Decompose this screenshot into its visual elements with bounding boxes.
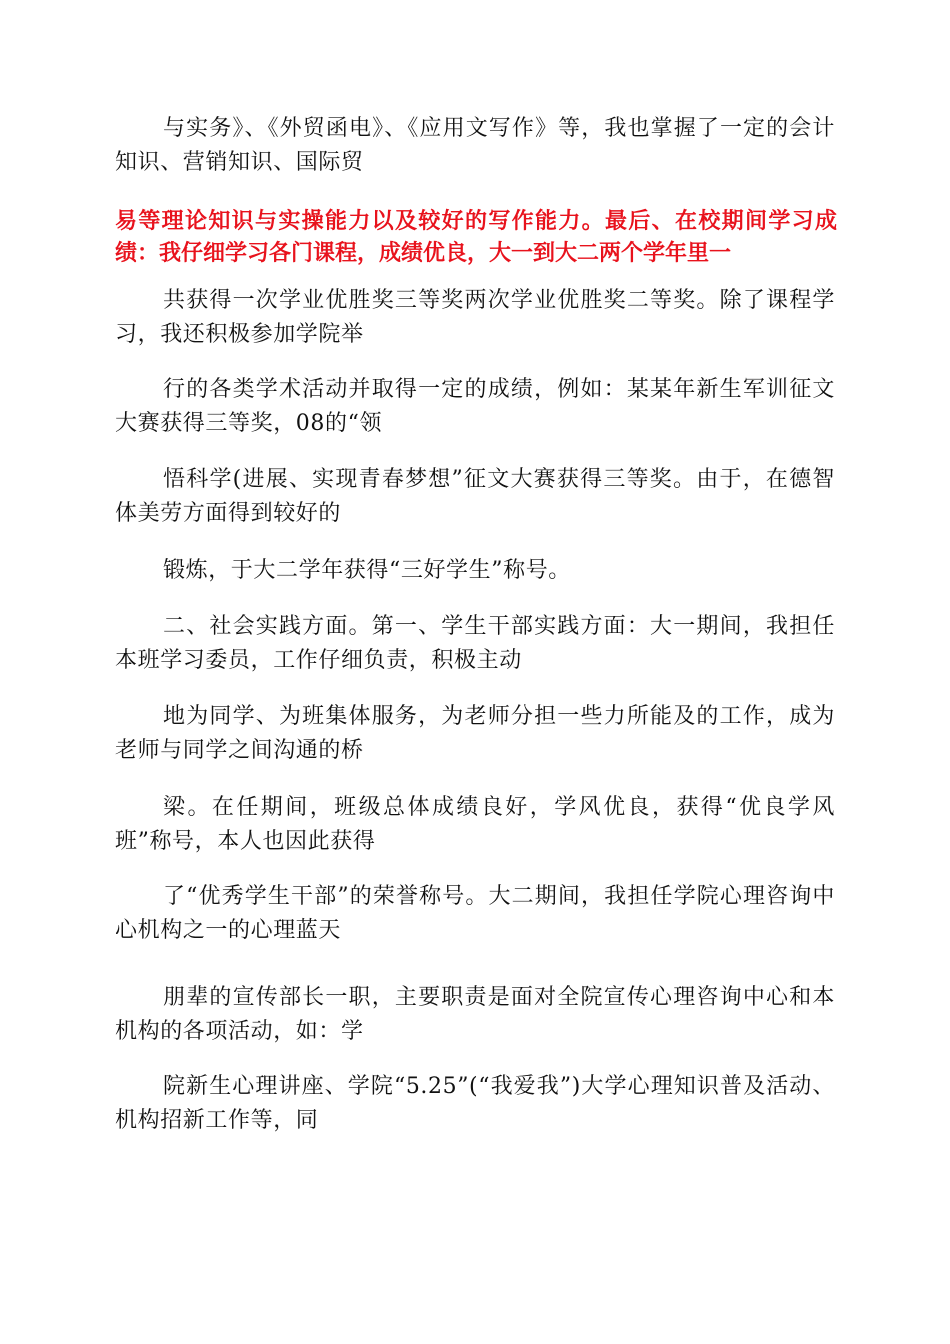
- paragraph-11: 朋辈的宣传部长一职，主要职责是面对全院宣传心理咨询中心和本机构的各项活动，如：学: [115, 985, 835, 1044]
- paragraph-9: 梁。在任期间，班级总体成绩良好，学风优良，获得“优良学风班”称号，本人也因此获得: [115, 795, 835, 854]
- paragraph-10: 了“优秀学生干部”的荣誉称号。大二期间，我担任学院心理咨询中心机构之一的心理蓝天: [115, 884, 835, 943]
- paragraph-4: 行的各类学术活动并取得一定的成绩，例如：某某年新生军训征文大赛获得三等奖，08的“领: [115, 377, 835, 436]
- paragraph-7: 二、社会实践方面。第一、学生干部实践方面：大一期间，我担任本班学习委员，工作仔细负责，积极主动: [115, 614, 835, 673]
- paragraph-5: 悟科学(进展、实现青春梦想”征文大赛获得三等奖。由于，在德智体美劳方面得到较好的: [115, 467, 835, 526]
- paragraph-12: 院新生心理讲座、学院“5.25”(“我爱我”)大学心理知识普及活动、机构招新工作等，同: [115, 1074, 835, 1133]
- paragraph-6: 锻炼，于大二学年获得“三好学生”称号。: [163, 558, 571, 583]
- paragraph-1: 与实务》、《外贸函电》、《应用文写作》等，我也掌握了一定的会计知识、营销知识、国际贸: [115, 116, 835, 175]
- paragraph-8: 地为同学、为班集体服务，为老师分担一些力所能及的工作，成为老师与同学之间沟通的桥: [115, 704, 835, 763]
- paragraph-2-highlighted: 易等理论知识与实操能力以及较好的写作能力。最后、在校期间学习成绩：我仔细学习各门课程，成绩优良，大一到大二两个学年里一: [115, 209, 837, 266]
- paragraph-3: 共获得一次学业优胜奖三等奖两次学业优胜奖二等奖。除了课程学习，我还积极参加学院举: [115, 288, 835, 347]
